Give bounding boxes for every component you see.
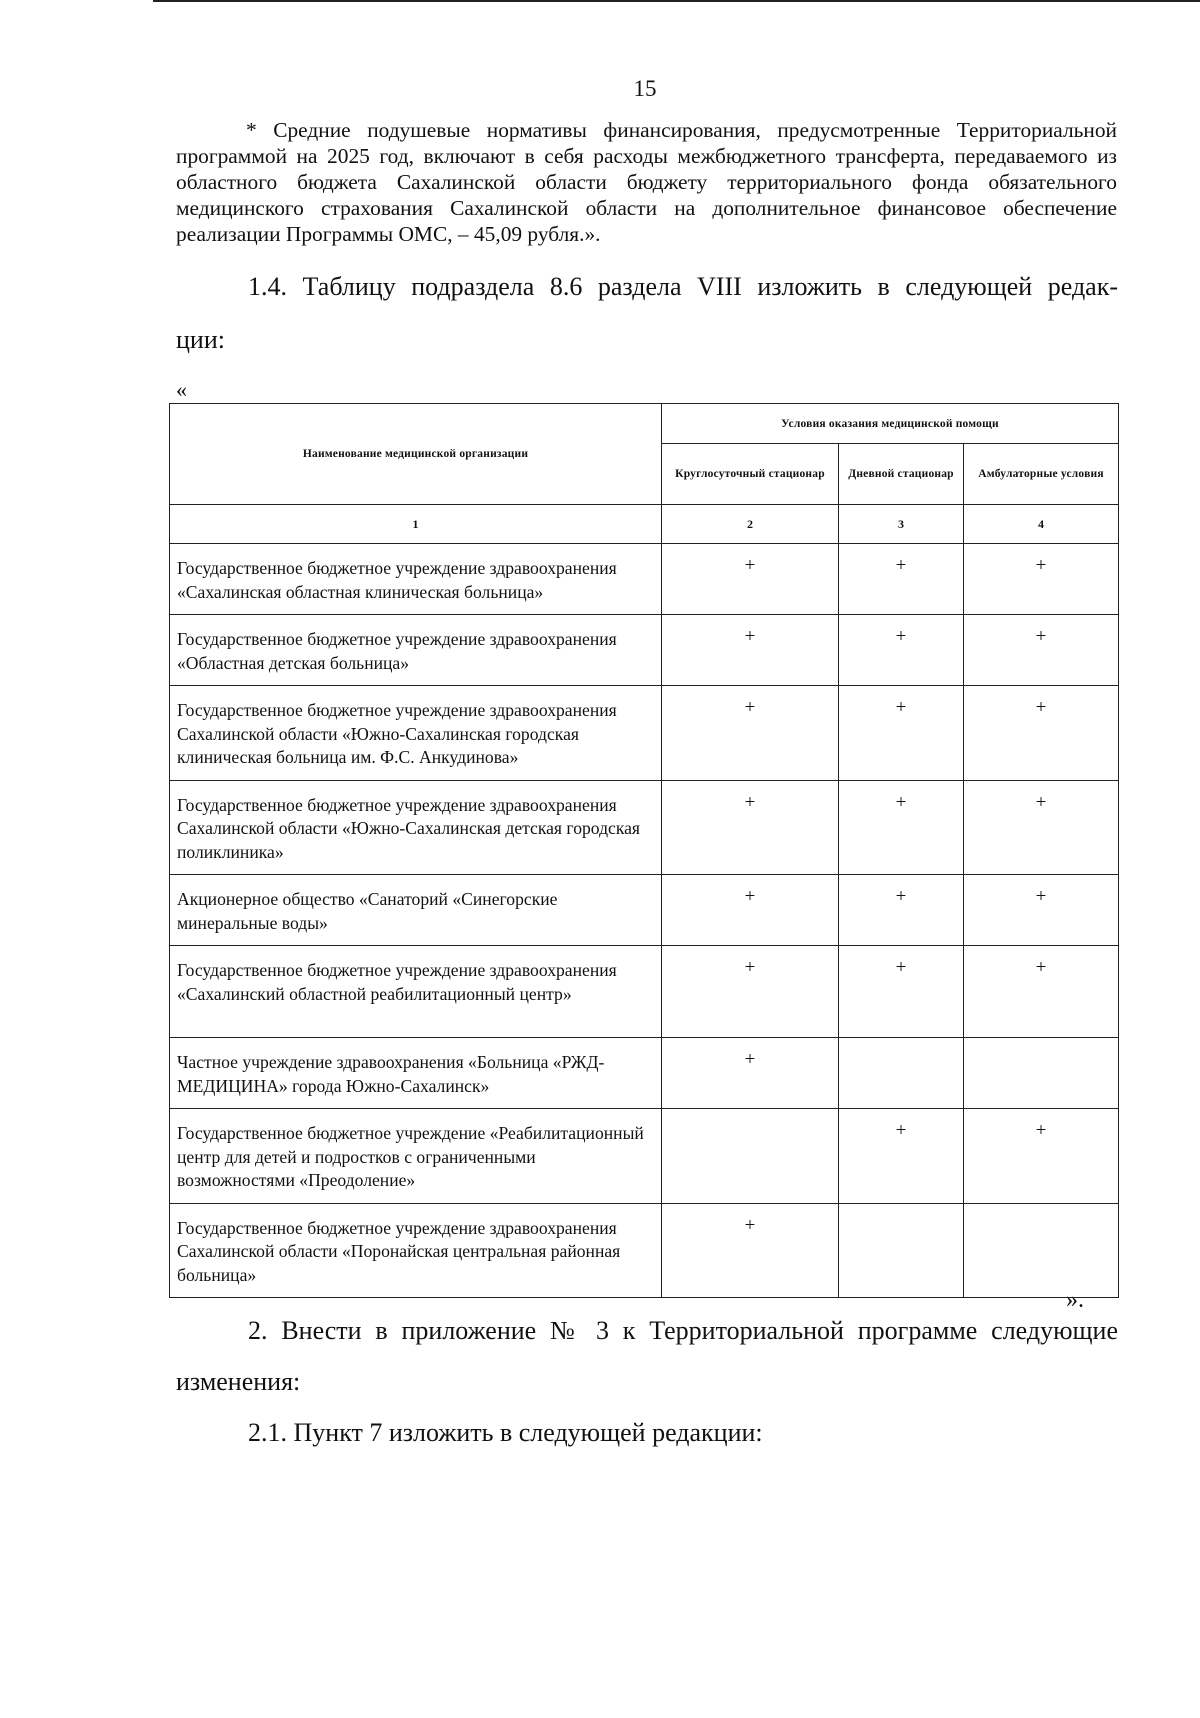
- organization-name: Государственное бюджетное учреждение здравоохранения «Сахалинская областная клиническая больница»: [170, 544, 662, 615]
- table-row: [170, 875, 1119, 946]
- table-row: [170, 946, 1119, 1038]
- column-number: 2: [662, 505, 839, 544]
- outpatient-mark: +: [964, 615, 1119, 686]
- outpatient-mark: +: [964, 686, 1119, 781]
- outpatient-mark: [964, 1038, 1119, 1109]
- top-rule: [153, 0, 1200, 2]
- column-number: 1: [170, 505, 662, 544]
- outpatient-mark: [964, 1203, 1119, 1298]
- organization-name: Государственное бюджетное учреждение здравоохранения Сахалинской области «Южно-Сахалинская городская клиническая больница им. Ф.С. Анкудинова»: [170, 686, 662, 781]
- day-hospital-mark: +: [839, 946, 964, 1038]
- round-clock-mark: +: [662, 615, 839, 686]
- table-row: [170, 1038, 1119, 1109]
- column-number: 3: [839, 505, 964, 544]
- outpatient-mark: +: [964, 780, 1119, 875]
- outpatient-mark: +: [964, 875, 1119, 946]
- footnote-paragraph: * Средние подушевые нормативы финансирования, предусмотренные Территориальной программой на 2025 год, включают в себя расходы межбюджетного трансферта, передаваемого из областного бюджета Сахалинской области бюджету территориального фонда обязательного медицинского страхования Сахалинской области на дополнительное финансовое обеспечение реализации Программы ОМС, – 45,09 рубля.».: [176, 118, 1117, 246]
- day-hospital-mark: +: [839, 1109, 964, 1204]
- table-row: [170, 780, 1119, 875]
- organization-name: Государственное бюджетное учреждение здравоохранения Сахалинской области «Южно-Сахалинская детская городская поликлиника»: [170, 780, 662, 875]
- item-2-line2: изменения:: [176, 1367, 301, 1396]
- round-clock-mark: +: [662, 780, 839, 875]
- day-hospital-mark: +: [839, 780, 964, 875]
- organization-name: Государственное бюджетное учреждение здравоохранения «Областная детская больница»: [170, 615, 662, 686]
- item-1-4-line1: 1.4. Таблицу подраздела 8.6 раздела VIII изложить в следующей редак-: [248, 272, 1118, 301]
- item-2-1: 2.1. Пункт 7 изложить в следующей редакции:: [248, 1418, 763, 1447]
- round-clock-mark: +: [662, 875, 839, 946]
- table-row: [170, 1109, 1119, 1204]
- header-care-conditions: Условия оказания медицинской помощи: [662, 404, 1119, 444]
- quote-open: «: [176, 377, 187, 402]
- outpatient-mark: +: [964, 946, 1119, 1038]
- day-hospital-mark: +: [839, 615, 964, 686]
- organization-name: Государственное бюджетное учреждение здравоохранения «Сахалинский областной реабилитационный центр»: [170, 946, 662, 1038]
- day-hospital-mark: +: [839, 875, 964, 946]
- page-number: 15: [633, 76, 657, 101]
- organization-name: Акционерное общество «Санаторий «Синегорские минеральные воды»: [170, 875, 662, 946]
- outpatient-mark: +: [964, 1109, 1119, 1204]
- item-1-4-line2: ции:: [176, 325, 225, 354]
- day-hospital-mark: [839, 1203, 964, 1298]
- table-row: [170, 544, 1119, 615]
- round-clock-mark: +: [662, 946, 839, 1038]
- round-clock-mark: +: [662, 686, 839, 781]
- day-hospital-mark: [839, 1038, 964, 1109]
- header-day-hospital: Дневной стационар: [839, 444, 964, 505]
- organization-name: Частное учреждение здравоохранения «Больница «РЖД-МЕДИЦИНА» города Южно-Сахалинск»: [170, 1038, 662, 1109]
- quote-close: ».: [1066, 1287, 1084, 1313]
- round-clock-mark: [662, 1109, 839, 1204]
- outpatient-mark: +: [964, 544, 1119, 615]
- day-hospital-mark: +: [839, 544, 964, 615]
- round-clock-mark: +: [662, 1203, 839, 1298]
- table-row: [170, 615, 1119, 686]
- header-outpatient: Амбулаторные условия: [964, 444, 1119, 505]
- table-row: [170, 1203, 1119, 1298]
- organization-name: Государственное бюджетное учреждение «Реабилитационный центр для детей и подростков с ограниченными возможностями «Преодоление»: [170, 1109, 662, 1204]
- organization-name: Государственное бюджетное учреждение здравоохранения Сахалинской области «Поронайская центральная районная больница»: [170, 1203, 662, 1298]
- day-hospital-mark: +: [839, 686, 964, 781]
- column-number: 4: [964, 505, 1119, 544]
- item-2-line1: 2. Внести в приложение № 3 к Территориальной программе следующие: [248, 1316, 1118, 1345]
- medical-organizations-table: [169, 403, 1119, 1298]
- round-clock-mark: +: [662, 1038, 839, 1109]
- table-row: [170, 686, 1119, 781]
- header-round-clock: Круглосуточный стационар: [662, 444, 839, 505]
- header-org-name: Наименование медицинской организации: [170, 404, 662, 505]
- round-clock-mark: +: [662, 544, 839, 615]
